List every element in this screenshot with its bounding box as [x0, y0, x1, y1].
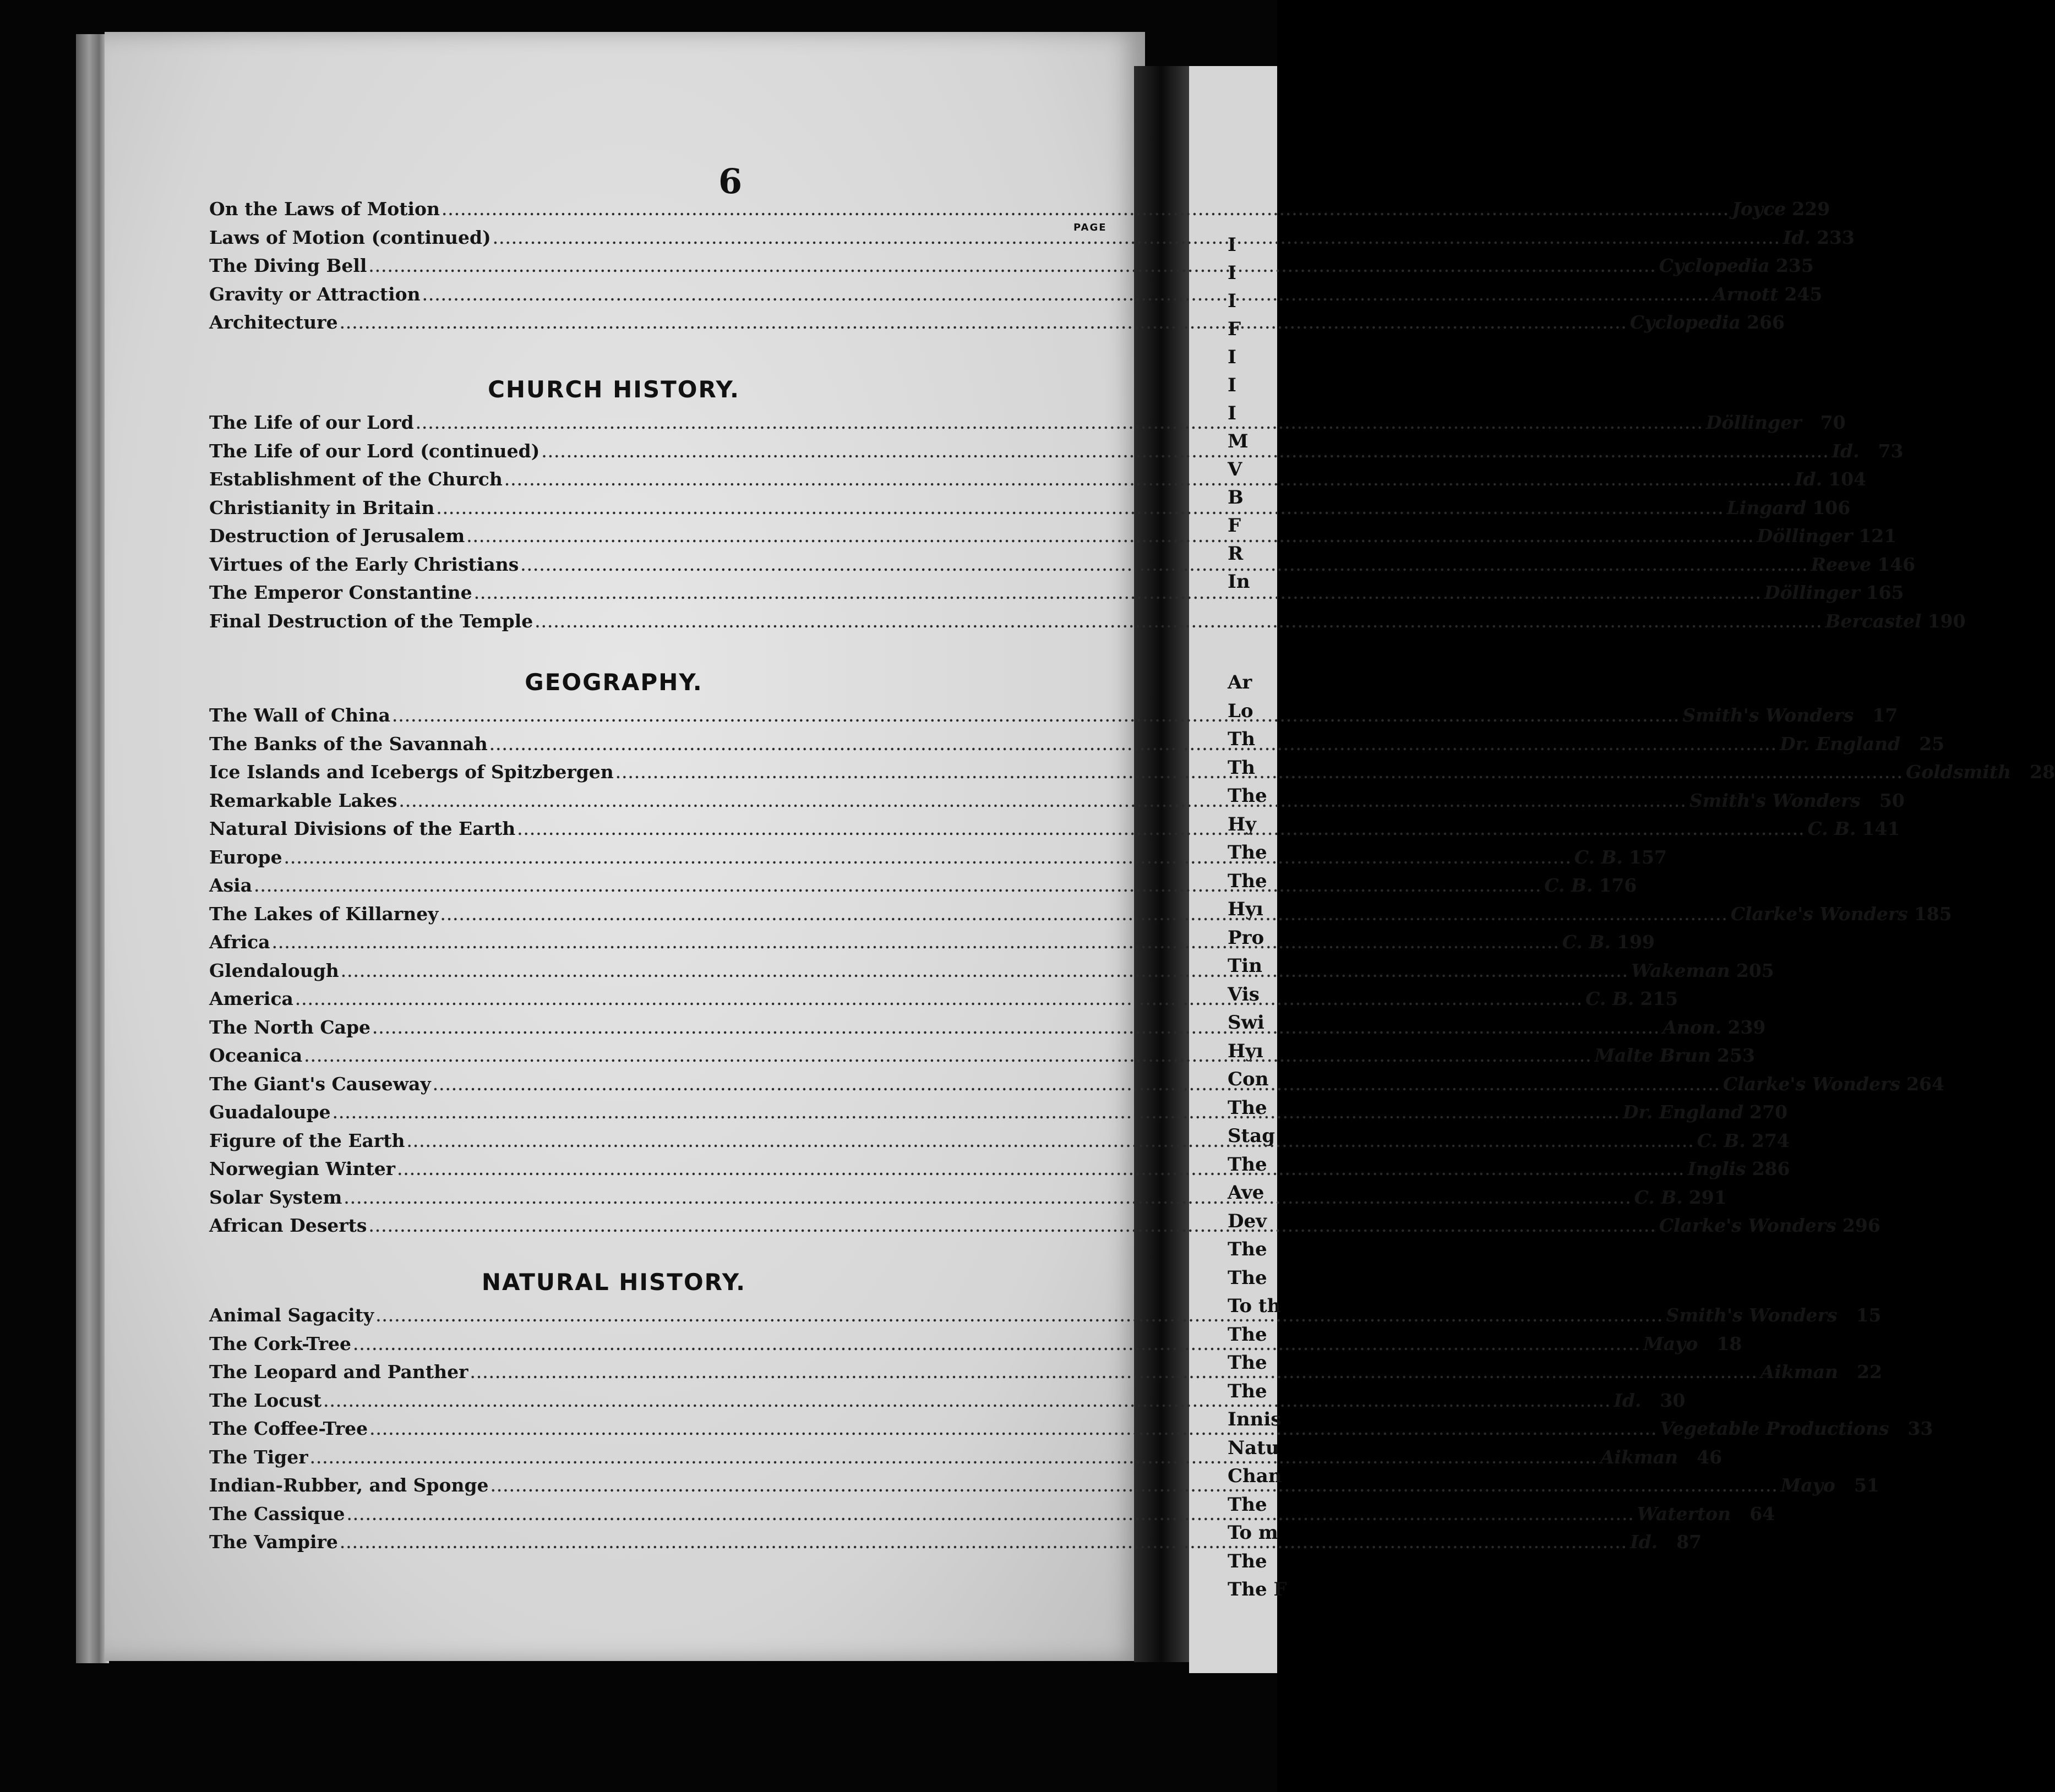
entry-title: The Banks of the Savannah: [209, 733, 488, 755]
dot-leader: [399, 794, 1687, 810]
facing-page-text: The: [1228, 1380, 1267, 1402]
entry-page-number: 291: [1688, 1186, 1727, 1208]
dot-leader: [344, 1191, 1632, 1207]
entry-author: Mayo: [1643, 1332, 1698, 1354]
dot-leader: [393, 709, 1680, 725]
facing-page-text: The: [1228, 785, 1267, 807]
entry-title: The Coffee-Tree: [209, 1418, 368, 1439]
entry-title: Africa: [209, 931, 270, 953]
facing-page-text: I: [1228, 346, 1236, 368]
entry-page-number: 165: [1866, 582, 1904, 603]
entry-page-number: 121: [1858, 525, 1897, 547]
entry-author: Clarke's Wonders: [1723, 1073, 1900, 1095]
dot-leader: [304, 1049, 1592, 1065]
facing-page-text: F: [1228, 318, 1241, 340]
entry-author: Reeve: [1811, 553, 1872, 575]
facing-page-text: The: [1228, 1153, 1267, 1176]
entry-page-number: 296: [1842, 1215, 1880, 1236]
dot-leader: [442, 203, 1730, 218]
dot-leader: [254, 879, 1542, 895]
entry-page-number: 245: [1784, 283, 1823, 305]
contents-entry: [209, 1503, 1775, 1532]
contents-entry: [209, 1361, 1883, 1390]
page-number: 6: [718, 161, 743, 201]
entry-page-number: 229: [1792, 198, 1830, 220]
dot-leader: [373, 1021, 1660, 1037]
dot-leader: [467, 529, 1754, 545]
facing-page-text: Tin: [1228, 955, 1262, 977]
contents-entry: [209, 468, 1867, 497]
facing-page-text: Vis: [1228, 983, 1260, 1006]
entry-title: The Diving Bell: [209, 255, 367, 276]
facing-page-text: The: [1228, 1323, 1267, 1346]
entry-author: Id.: [1783, 226, 1811, 248]
entry-title: The Cassique: [209, 1503, 345, 1525]
entry-page-number: 15: [1856, 1304, 1882, 1326]
dot-leader: [285, 851, 1572, 867]
facing-page-text: Innis: [1228, 1408, 1282, 1430]
entry-author: Id.: [1614, 1389, 1642, 1411]
entry-page-number: 274: [1751, 1129, 1790, 1151]
entry-page-number: 51: [1854, 1474, 1879, 1496]
entry-page-number: 239: [1727, 1016, 1766, 1038]
dot-leader: [347, 1507, 1634, 1523]
entry-author: C. B.: [1562, 931, 1611, 953]
entry-page-number: 87: [1676, 1531, 1702, 1553]
facing-page-text: To m: [1228, 1522, 1278, 1544]
dot-leader: [423, 288, 1710, 304]
facing-page-text: Th: [1228, 756, 1256, 779]
entry-author: Döllinger: [1705, 412, 1802, 433]
dot-leader: [324, 1394, 1611, 1410]
facing-page-text: R: [1228, 543, 1244, 565]
entry-author: Smith's Wonders: [1682, 704, 1854, 726]
entry-author: Lingard: [1726, 496, 1807, 518]
entry-page-number: 50: [1879, 789, 1905, 811]
facing-page-text: The: [1228, 1550, 1267, 1572]
facing-page-text: Natu: [1228, 1436, 1279, 1459]
facing-page-text: F: [1228, 515, 1241, 537]
dot-leader: [490, 737, 1778, 753]
facing-page-text: The F: [1228, 1578, 1287, 1600]
entry-page-number: 157: [1629, 846, 1667, 868]
entry-page-number: 235: [1775, 255, 1814, 276]
entry-author: Inglis: [1687, 1158, 1746, 1179]
entry-author: Cyclopedia: [1659, 255, 1770, 276]
dot-leader: [333, 1106, 1621, 1122]
facing-page-text: I: [1228, 374, 1236, 396]
page-edge: [76, 34, 109, 1663]
facing-page-text: B: [1228, 487, 1244, 509]
entry-page-number: 270: [1749, 1101, 1788, 1123]
entry-page-number: 233: [1817, 226, 1855, 248]
entry-page-number: 30: [1660, 1389, 1686, 1411]
facing-page-text: In: [1228, 571, 1250, 593]
entry-author: C. B.: [1634, 1186, 1683, 1208]
entry-page-number: 106: [1812, 496, 1851, 518]
dot-leader: [437, 501, 1724, 517]
facing-page-text: The: [1228, 1096, 1267, 1119]
entry-author: Vegetable Productions: [1660, 1418, 1889, 1439]
facing-page-text: Hyı: [1228, 1040, 1263, 1062]
dot-leader: [440, 908, 1728, 924]
dot-leader: [272, 936, 1560, 952]
dot-leader: [340, 1536, 1628, 1551]
entry-title: The Life of our Lord: [209, 412, 414, 433]
contents-entry: [209, 733, 1945, 762]
entry-title: Solar System: [209, 1186, 342, 1208]
facing-page-text: V: [1228, 458, 1242, 480]
entry-page-number: 46: [1697, 1446, 1723, 1468]
dot-leader: [310, 1451, 1598, 1467]
facing-page-text: I: [1228, 290, 1236, 312]
contents-entry: [209, 312, 1785, 340]
facing-page-text: The: [1228, 842, 1267, 864]
dot-leader: [433, 1078, 1721, 1094]
contents-entry: [209, 525, 1897, 554]
entry-author: C. B.: [1807, 818, 1856, 839]
entry-title: On the Laws of Motion: [209, 198, 440, 220]
entry-author: Döllinger: [1757, 525, 1853, 547]
entry-page-number: 215: [1640, 988, 1678, 1009]
dot-leader: [542, 445, 1829, 461]
facing-page-text: Con: [1228, 1068, 1269, 1090]
dot-leader: [517, 822, 1805, 838]
entry-author: Malte Brun: [1594, 1045, 1711, 1066]
entry-title: Animal Sagacity: [209, 1304, 374, 1326]
entry-title: Glendalough: [209, 959, 339, 981]
entry-author: Smith's Wonders: [1666, 1304, 1838, 1326]
entry-author: Dr. England: [1622, 1101, 1744, 1123]
contents-entry: [209, 412, 1846, 440]
dot-leader: [340, 316, 1628, 332]
facing-page-text: Lo: [1228, 700, 1253, 722]
entry-page-number: 73: [1878, 440, 1904, 462]
facing-page-text: The: [1228, 870, 1267, 892]
entry-author: Arnott: [1712, 283, 1779, 305]
entry-page-number: 22: [1857, 1361, 1883, 1383]
entry-title: The Vampire: [209, 1531, 338, 1553]
entry-title: Ice Islands and Icebergs of Spitzbergen: [209, 761, 614, 783]
entry-title: The Giant's Causeway: [209, 1073, 431, 1095]
contents-entry: [209, 496, 1851, 526]
entry-title: Establishment of the Church: [209, 468, 503, 490]
entry-title: Europe: [209, 846, 282, 868]
entry-title: The Lakes of Killarney: [209, 903, 439, 925]
entry-page-number: 70: [1820, 412, 1846, 433]
entry-author: Bercastel: [1825, 610, 1922, 632]
entry-title: Figure of the Earth: [209, 1129, 405, 1151]
entry-author: Cyclopedia: [1629, 312, 1741, 333]
entry-title: Final Destruction of the Temple: [209, 610, 533, 632]
entry-title: Laws of Motion (continued): [209, 226, 491, 248]
dot-leader: [521, 558, 1808, 574]
entry-page-number: 64: [1749, 1503, 1775, 1525]
entry-title: Oceanica: [209, 1045, 303, 1066]
facing-page-text: M: [1228, 430, 1249, 452]
contents-entry: [209, 761, 2055, 790]
entry-page-number: 266: [1747, 312, 1785, 333]
facing-page-text: Stag: [1228, 1125, 1275, 1147]
facing-page-text: Ar: [1228, 671, 1252, 693]
contents-entry: [209, 198, 1830, 227]
dot-leader: [353, 1337, 1641, 1353]
contents-entry: [209, 582, 1904, 610]
entry-title: The Tiger: [209, 1446, 308, 1468]
entry-author: Clarke's Wonders: [1730, 903, 1908, 925]
dot-leader: [397, 1162, 1685, 1178]
entry-title: Asia: [209, 875, 253, 896]
entry-page-number: 205: [1736, 959, 1774, 981]
entry-title: The North Cape: [209, 1016, 371, 1038]
contents-entry: [209, 440, 1904, 469]
contents-entry: [209, 283, 1823, 312]
entry-page-number: 264: [1906, 1073, 1944, 1095]
facing-page-text: Pro: [1228, 926, 1264, 949]
entry-author: Döllinger: [1764, 582, 1860, 603]
entry-title: The Wall of China: [209, 704, 391, 726]
facing-page-text: Ave: [1228, 1182, 1264, 1204]
entry-author: Dr. England: [1780, 733, 1901, 755]
entry-author: Goldsmith: [1906, 761, 2012, 783]
section-heading: NATURAL HISTORY.: [481, 1269, 746, 1296]
entry-page-number: 17: [1872, 704, 1898, 726]
dot-leader: [535, 615, 1823, 631]
contents-entry: [209, 1389, 1686, 1418]
entry-author: Id.: [1630, 1531, 1658, 1553]
entry-page-number: 28: [2030, 761, 2055, 783]
dot-leader: [370, 1422, 1658, 1438]
facing-page-text: Swi: [1228, 1012, 1264, 1034]
entry-author: C. B.: [1585, 988, 1634, 1009]
entry-page-number: 199: [1617, 931, 1655, 953]
entry-author: Joyce: [1732, 198, 1786, 220]
entry-page-number: 176: [1599, 875, 1637, 896]
entry-author: Aikman: [1760, 1361, 1839, 1383]
dot-leader: [493, 231, 1781, 247]
facing-page-text: The: [1228, 1266, 1267, 1289]
facing-page-text: Th: [1228, 728, 1256, 750]
contents-entry: [209, 255, 1814, 283]
facing-page-text: I: [1228, 262, 1236, 284]
entry-page-number: 141: [1862, 818, 1900, 839]
dot-leader: [407, 1134, 1694, 1150]
contents-section: [209, 368, 1966, 638]
contents-entry: [209, 704, 1898, 733]
entry-title: Natural Divisions of the Earth: [209, 818, 516, 839]
entry-title: America: [209, 988, 293, 1009]
facing-page-text: Chan: [1228, 1465, 1282, 1487]
dot-leader: [416, 416, 1704, 432]
dot-leader: [296, 992, 1583, 1008]
dot-leader: [505, 473, 1792, 489]
entry-page-number: 25: [1919, 733, 1945, 755]
entry-title: The Emperor Constantine: [209, 582, 472, 603]
dot-leader: [341, 964, 1629, 980]
entry-title: Virtues of the Early Christians: [209, 553, 519, 575]
entry-author: Mayo: [1780, 1474, 1835, 1496]
section-heading: GEOGRAPHY.: [525, 669, 703, 696]
entry-author: Wakeman: [1631, 959, 1730, 981]
dot-leader: [369, 1219, 1657, 1235]
entry-title: Architecture: [209, 312, 338, 333]
entry-author: C. B.: [1544, 875, 1593, 896]
facing-page-text: The: [1228, 1352, 1267, 1374]
entry-page-number: 33: [1907, 1418, 1933, 1439]
facing-page-text: Dev: [1228, 1210, 1267, 1232]
entry-title: African Deserts: [209, 1215, 367, 1236]
facing-page-text: I: [1228, 402, 1236, 424]
section-heading: CHURCH HISTORY.: [488, 376, 740, 403]
entry-author: Aikman: [1600, 1446, 1678, 1468]
entry-author: C. B.: [1697, 1129, 1746, 1151]
entry-author: Clarke's Wonders: [1659, 1215, 1836, 1236]
entry-title: Indian-Rubber, and Sponge: [209, 1474, 489, 1496]
entry-author: C. B.: [1574, 846, 1623, 868]
entry-author: Smith's Wonders: [1689, 789, 1861, 811]
entry-page-number: 146: [1877, 553, 1916, 575]
facing-page-text: The: [1228, 1493, 1267, 1516]
facing-page-text: Hy: [1228, 813, 1256, 835]
entry-title: Destruction of Jerusalem: [209, 525, 465, 547]
entry-title: Remarkable Lakes: [209, 789, 397, 811]
entry-title: The Leopard and Panther: [209, 1361, 468, 1383]
entry-page-number: 286: [1752, 1158, 1790, 1179]
entry-page-number: 104: [1828, 468, 1867, 490]
entry-page-number: 253: [1717, 1045, 1755, 1066]
dot-leader: [616, 766, 1904, 782]
page-column-label: PAGE: [1073, 222, 1107, 233]
entry-title: The Life of our Lord (continued): [209, 440, 540, 462]
entry-title: Christianity in Britain: [209, 496, 435, 518]
entry-title: The Cork-Tree: [209, 1332, 351, 1354]
dot-leader: [491, 1479, 1779, 1495]
facing-page-text: Hyı: [1228, 898, 1263, 920]
entry-page-number: 190: [1927, 610, 1966, 632]
entry-author: Id.: [1831, 440, 1860, 462]
dot-leader: [376, 1309, 1664, 1325]
dot-leader: [471, 1365, 1758, 1381]
entry-page-number: 185: [1914, 903, 1952, 925]
entry-author: Waterton: [1637, 1503, 1731, 1525]
entry-page-number: 18: [1716, 1332, 1742, 1354]
entry-title: Gravity or Attraction: [209, 283, 421, 305]
facing-page-text: I: [1228, 234, 1236, 256]
entry-title: The Locust: [209, 1389, 322, 1411]
contents-entry: [209, 610, 1966, 639]
contents-entry: [209, 1332, 1742, 1362]
entry-author: Anon.: [1662, 1016, 1722, 1038]
entry-title: Guadaloupe: [209, 1101, 331, 1123]
facing-page-text: To th: [1228, 1295, 1281, 1317]
dot-leader: [369, 259, 1656, 275]
entry-title: Norwegian Winter: [209, 1158, 396, 1179]
facing-page-text: The: [1228, 1238, 1267, 1260]
dot-leader: [475, 586, 1762, 602]
entry-author: Id.: [1795, 468, 1823, 490]
